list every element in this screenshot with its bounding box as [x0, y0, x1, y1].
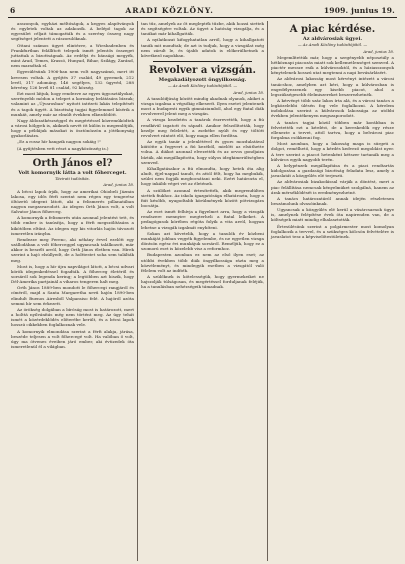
- article-divider: [153, 61, 252, 62]
- article-subhead: Az aldvárosiak ügyei.: [302, 36, 363, 42]
- paragraph: A nyilatkozat kifogyhatatlan arról, hogy a kihallgatott tanúk mit mondtak; de azt is tudjuk, hogy a vizsgálat még nem zárult le, és újabb adatok is előkerülhetnek a következő napokban.: [141, 37, 264, 58]
- paragraph: A bécsi lapok írják, hogy az amerikai Ohiobeli Jázmin lakosa, egy idős férfi szerint nem régen egy tengerész öltözetű idegent látott, aki a felismerés pillanatában nagyon megzavarodott. Az idegen Orth János volt, a volt Salvator János főherceg.: [11, 188, 134, 215]
- paragraph: Megemlítettük már, hogy a szegényebb néposztály a hétköznapi piacozás miatt sok kellemetlenséget szenved. A piactér messze esik a külvárosoktól, és a háziasszonyok kénytelenek hosszú utat megtenni a napi bevásárlásért.: [271, 54, 394, 76]
- article-byline: — Az Aradi Közlöny tudósítójától. —: [167, 83, 238, 89]
- paragraph: Ugyancsak a közgyűlés elé kerül a vásárcsarnok ügye is, amelynek felépítése évek óta napirenden van, de a költségek miatt mindig elhalasztották.: [271, 207, 394, 223]
- paragraph: Egyesülésünk 1906-ban nem volt nagyszámú, mert itt kevesen voltak. A gyűjtés 37 család, 49 gyermek, 212 levél, 317 adomány, 146 segélyes, 132 ügyvéd, 288 kérvény, 126 levél 81 család, 92 község.: [11, 69, 134, 90]
- article-continued: [11, 21, 134, 151]
- paragraph: A tanács tagjai közül többen már korábban is felvetették ezt a kérdést, de a kereskedők egy része ellenezte a tervet, attól tartva, hogy a belvárosi piac forgalma csökkenni fog.: [271, 119, 394, 141]
- article-headline: A piac kérdése.: [289, 24, 376, 35]
- article-dateline: Arad, junius 18.: [103, 182, 134, 188]
- article-dateline: Arad, junius 18.: [363, 48, 394, 54]
- paragraph: A vizsga kezdetén a tanárok észrevették, hogy a fiú rendkívül izgatott és sápadt. Amikor felszólították, hogy kezdje meg feleletét, a zsebébe nyúlt és egy töltött revolvert rántott elő, hogy maga ellen fordítsa.: [141, 117, 264, 138]
- article-headline: Revolver a vizsgán.: [149, 65, 256, 77]
- header-rule: [8, 17, 397, 18]
- paragraph: Most is, hogy a hír újra napvilágot látott, a bécsi udvari körök idegenkedéssel fogadták. A főherceg életéről és sorsáról sok legenda kering; a legtöbben azt hiszik, hogy Dél-Amerika partjainál a viharos tengeren halt meg.: [11, 263, 134, 285]
- paragraph: Az örökség dolgában a bíróság most is határozott, mert a holttá nyilvánítás még nem történt meg. Az ügy tehát ismét a közérdeklődés előterébe került, és a bécsi lapok hosszú cikkekben foglalkoznak vele.: [11, 306, 134, 328]
- paragraph: (A gyűjtésben vett részt a nagyközönség is.): [17, 145, 109, 151]
- paragraph: A kérvényt több száz lakos írta alá, és a városi tanács a legközelebbi ülésén fog vele foglalkozni. A kérelem indokolása szerint a külvárosok lakossága az utóbbi években jelentékenyen megszaporodott.: [271, 98, 394, 119]
- paragraph: Orth János 1889-ben mondott le főhercegi rangjáról és címéről, majd a Santa Margaretha nevű hajón 1890-ben elindult Buenos Airesből Valparaiso felé. A hajóról azóta semmi hír sem érkezett.: [11, 285, 134, 306]
- newspaper-title: ARADI KÖZLÖNY.: [125, 6, 214, 15]
- column-3: [267, 21, 397, 561]
- page-number: 6: [10, 6, 16, 15]
- paragraph: Budapesten azonban ez nem az első ilyen eset; az utóbbi években több diák öngyilkossága rázta meg a közvéleményt, és mindegyik esetben a vizsgától való félelem volt az indíték.: [141, 252, 264, 273]
- column-1: [8, 21, 137, 561]
- article-revolver: [141, 65, 264, 289]
- article-dateline: Arad, junius 18.: [233, 89, 264, 95]
- paragraph: Kihallgatásakor a fiú elmondta, hogy hetek óta alig aludt, éjjel-nappal tanult, és attól félt, hogy ha megbukik, szülei nem fogják megbocsátani neki. Ezért határozta el, hogy inkább véget vet az életének.: [141, 165, 264, 187]
- article-byline: — Az Aradi Közlöny tudósítójától. —: [297, 42, 368, 47]
- paragraph: A szülőket azonnal értesítették, akik megrendülten siettek fiukhoz. Az iskola igazgatósága elhatározta, hogy a fiút később, nyugodtabb körülmények között pótvizsgára bocsátja.: [141, 187, 264, 208]
- paragraph: tan tűz, amelyek az őt meglepték tűzbe, akik hozzá siettek és segítségére voltak. Az ügyet a hatóság vizsgálja, és a tanúkat már kihallgatták.: [141, 21, 264, 37]
- article-byline: Távirati tudósítás.: [55, 175, 90, 181]
- paragraph: Az aldvárosi lakosság most kérvényt intézett a városi tanácshoz, amelyben azt kéri, hogy a külvárosban is engedélyezzenek egy kisebb piacot, ahol a legszükségesebb élelmiszereket beszerezhetnék.: [271, 76, 394, 97]
- paragraph: Most azonban, hogy a lakosság maga is sürgeti a dolgot, remélhető, hogy a kérdés kedvező megoldást nyer. A terv szerint a piacot hetenként kétszer tartanák meg a külváros egyik nagyobb terén.: [271, 141, 394, 162]
- paragraph: Nagy áldozatkészséggel és megértéssel közreműködtek a városi hölgyek is, akiknek nevét itt külön is megemlítjük, hogy a példájuk másokat is ösztönözzön a jótékonyság gyakorlására.: [11, 117, 134, 139]
- paragraph: A helypénzek megállapítása és a piaci rendtartás kidolgozása a gazdasági bizottság feladata lesz, amely a javaslatát a közgyűlés elé terjeszti.: [271, 162, 394, 179]
- paragraph: „Ez a rossz hír hangzik nagyon sokáig !": [17, 139, 101, 145]
- paragraph: A komornyik a felismerés után azonnal jelentést tett, és több ember is tanúsítja, hogy a férfi megszólítására a kikötőben eltűnt. Az idegen egy kis vitorlás hajón távozott ismeretlen irányba.: [11, 215, 134, 236]
- article-headline: Orth János el?: [32, 157, 113, 169]
- article-subhead: Megakadályozott öngyilkosság.: [158, 77, 247, 84]
- paragraph: Értesülésünk szerint a polgármester most komolyan foglalkozik a tervvel, és a szükséges kölcsön felvételére is javaslatot tesz a képviselőtestületnek.: [271, 223, 394, 239]
- column-2: [137, 21, 267, 561]
- paragraph: A tanulóifjúság között mindig akadnak olyanok, akiket a vizsga izgalma a végsőkig elkeserít. Ilyen esetet jelentenek most a budapesti egyik gimnáziumból, ahol egy fiatal diák revolverrel jelent meg a vizsgán.: [141, 95, 264, 117]
- paragraph: Ottani számos ügyet elintézve, a Wiesbadenben és Frankfurtban felállított telepek ismét jelentős összeget juttattak a bizottságnak. Az erdélyi és bánsági megyék, mint Arad, Temes, Krassó, Hunyad, Bihar, Szilágy, Zaránd, nem maradtak el.: [11, 42, 134, 69]
- paragraph: Az egyik tanár a jelenlétével és gyors mozdulatával kiütötte a fegyvert a fiú kezéből, mielőtt az elsüthette volna. A diákot azonnal elvezették és az orvos gondjaira bízták, aki megállapította, hogy súlyos idegkimerültségben szenved.: [141, 139, 264, 165]
- paragraph: A komornyik elmondása szerint a férfi alakja, járása, beszéde teljesen a volt főhercegé volt. Ha valóban ő volt, úgy ma ötvenes éveiben járó ember, aki évtizedek óta ismeretlenül él a világban.: [11, 328, 134, 350]
- issue-date: 1909. junius 19.: [323, 6, 395, 15]
- article-divider: [23, 154, 122, 155]
- page-header: [8, 6, 397, 17]
- article-orth-janos: [11, 158, 134, 349]
- paragraph: Ezt most látjuk, hogy rendezve az egyes ügyosztályokat, szerényebb módon a telepet a kormány belátására bízzuk; valamint az „Újvarosban" nyitott intézeti lakás telepítését és a tagok ügyét. A bizottság tagjai figyelemmel kísérik a munkát, amely már az elmúlt években elkezdődött.: [11, 91, 134, 117]
- paragraph: A tanács határozatáról annak idején részletesen beszámolunk olvasóinknak.: [271, 195, 394, 206]
- paragraph: Az eset ismét felhívja a figyelmet arra, hogy a vizsgák rendszere mennyire megterheli a fiatal lelkeket. A pedagógusok körében régóta folyik a vita arról, hogyan lehetne a vizsgák izgalmát enyhíteni.: [141, 209, 264, 230]
- paragraph: asszonyok, egyházi méltóságok, a kegyes alapítványok és egyletek voltak az adakozók. A belépő tagok az egyesület céljait támogatták és a szerény összeg nagy segítséget jelentett a rászorulóknak.: [11, 21, 134, 42]
- columns: [8, 21, 397, 561]
- article-subhead: Volt komornyik látta a volt főherceget.: [18, 169, 127, 176]
- article-continued-2: [141, 21, 264, 58]
- paragraph: A szülőknek is kötelességük, hogy gyermekeiket ne hajszolják túlságosan, és megértéssel forduljanak feléjük, ha a tanulásban nehézségeik támadnak.: [141, 274, 264, 290]
- paragraph: Sokan azt követelik, hogy a tanulók év közbeni munkáját jobban vegyék figyelembe, és ne egyetlen vizsga döntsön egész évi munkájuk sorsáról. Reméljük, hogy ez a szomorú eset is közelebb visz a reformhoz.: [141, 230, 264, 252]
- article-piac: [271, 24, 394, 239]
- paragraph: Az aldvárosiak bizakodással várják a döntést, mert a piac felállítása nemcsak kényelmüket szolgálná, hanem az árak mérséklődését is eredményezhetné.: [271, 179, 394, 195]
- paragraph: Rendezze meg Ferenc, aki néhány évvel ezelőtt egy szállodában a volt főherceggel ugyancsak találkozott, már akkor is beszélt arról, hogy Orth János életben van. Hírek szerint a hajó elsüllyedt, de a holttestet soha sem találták meg.: [11, 236, 134, 263]
